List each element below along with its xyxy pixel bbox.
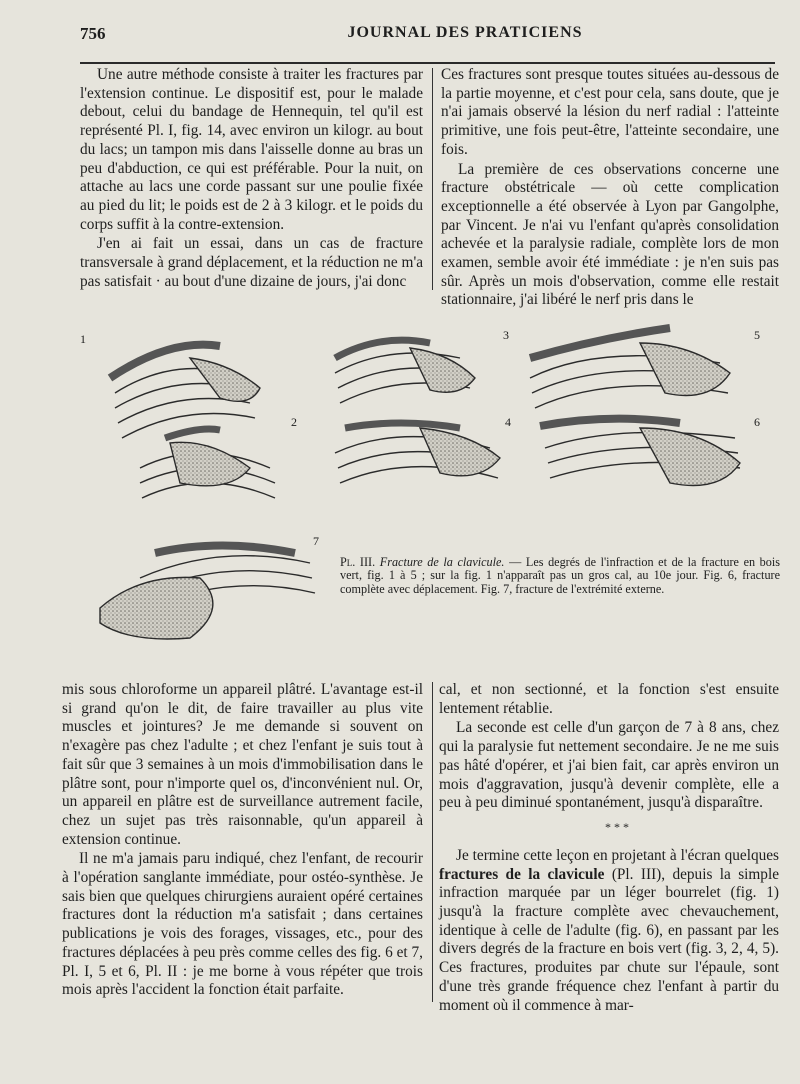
figure-number: 7 <box>313 534 319 548</box>
paragraph: Ces fractures sont presque toutes situées au-dessous de la partie moyenne, et c'est pour cela, sans doute, que je n'ai jamais observé la lésion du nerf radial : l'atteinte primitive, une fois peut-être, l'atteinte secondaire, une fois. <box>441 66 779 158</box>
bold-term: fractures de la clavicule <box>439 865 605 883</box>
paragraph: cal, et non sectionné, et la fonction s'est ensuite lentement rétablie. <box>439 681 779 717</box>
caption-text: — Les degrés de l'infraction et de la fracture en bois vert, fig. 1 à 5 ; sur la fig. 1 n'apparaît pas un gros cal, au 10e jour. Fig. 6, fracture complète avec déplacement. Fig. 7, fracture de l'extrémité externe. <box>340 555 780 596</box>
paragraph: J'en ai fait un essai, dans un cas de fracture transversale à grand déplacement, et la réduction ne m'a pas satisfait · au bout d'une dizaine de jours, j'ai donc <box>80 235 423 290</box>
figure-7-drawing <box>100 546 315 640</box>
bottom-left-column <box>62 681 423 1000</box>
figure-number: 2 <box>291 415 297 429</box>
section-stars: * * * <box>605 820 629 834</box>
figure-number: 6 <box>754 415 760 429</box>
figure-1-drawing <box>110 345 260 438</box>
figure-number: 3 <box>503 328 509 342</box>
header-rule <box>80 62 775 64</box>
paragraph: Une autre méthode consiste à traiter les fractures par l'extension continue. Le dispositif est, pour le malade debout, celui du bandage de Hennequin, tel qu'il est représenté Pl. I, fig. 14, avec environ un kilogr. au bout du lacs; un tampon mis dans l'aisselle donne au bras un peu d'abduction, ce qui est préférable. Pour la nuit, on attache au lacs une corde passant sur une poulie fixée au pied du lit; le poids est de 2 à 3 kilogr. et le poids du corps suffit à la contre-extension. <box>80 66 423 233</box>
clavicle-fracture-illustrations <box>80 318 780 676</box>
figure-number: 5 <box>754 328 760 342</box>
paragraph: La seconde est celle d'un garçon de 7 à 8 ans, chez qui la paralysie fut nettement secondaire. Je ne me suis pas hâté d'opérer, et j'ai bien fait, car après environ un mois d'aggravation, jusqu'à devenir complète, elle a peu à peu diminué spontanément, jusqu'à disparaître. <box>439 719 779 812</box>
figure-4-drawing <box>335 423 500 483</box>
figure-6-drawing <box>540 419 740 486</box>
text-run: Je termine cette leçon en projetant à l'écran quelques <box>456 846 779 864</box>
column-divider <box>432 682 433 1002</box>
column-divider <box>432 68 433 290</box>
figure-number: 1 <box>80 332 86 346</box>
top-right-column <box>441 66 779 310</box>
figure-number: 4 <box>505 415 511 429</box>
journal-title: JOURNAL DES PRATICIENS <box>347 24 583 41</box>
figure-caption <box>340 556 780 596</box>
figure-5-drawing <box>530 328 730 408</box>
figure-2-drawing <box>140 429 275 498</box>
caption-label: Pl. III. <box>340 555 376 569</box>
page-number: 756 <box>80 24 106 43</box>
text-run: (Pl. III), depuis la simple infraction marquée par un léger bourrelet (fig. 1) jusqu'à la fracture complète avec chevauchement, identique à celle de l'adulte (fig. 6), en passant par les divers degrés de la fracture en bois vert (fig. 3, 2, 4, 5). Ces fractures, produites par chute sur l'épaule, sont d'une très grande fréquence chez l'enfant à partir du moment où il commence à mar- <box>439 865 779 1014</box>
paragraph <box>439 847 779 1015</box>
running-header <box>0 18 800 48</box>
bottom-right-column <box>439 681 779 1015</box>
paragraph: Il ne m'a jamais paru indiqué, chez l'enfant, de recourir à l'opération sanglante immédiate, pour ostéo-synthèse. Je sais bien que quelques chirurgiens auraient opéré certaines fractures dont la réduction m'a satisfait ; dans certaines publications je vois des forages, vissages, etc., pour des fractures déplacées à peu près comme celles des fig. 6 et 7, Pl. I, 5 et 6, Pl. II : je me borne à vous répéter que trois mois après l'accident la fonction était parfaite. <box>62 850 423 999</box>
paragraph: La première de ces observations concerne une fracture obstétricale — où cette complication exceptionnelle a été observée à Lyon par Gangolphe, par Vincent. Je n'ai vu l'enfant qu'après consolidation achevée et la paralysie radiale, complète lors de mon examen, semble avoir été immédiate : je n'en suis pas sûr. Après un mois d'observation, comme elle restait stationnaire, j'ai libéré le nerf pris dans le <box>441 160 779 309</box>
caption-title: Fracture de la clavicule. <box>379 555 505 569</box>
figure-3-drawing <box>335 340 475 403</box>
top-left-column <box>80 66 423 291</box>
paragraph: mis sous chloroforme un appareil plâtré. L'avantage est-il si grand qu'on le dit, de faire travailler au plus vite muscles et jointures? Je me demande si souvent on n'exagère pas chez l'adulte ; et chez l'enfant je suis tout à fait sûr que 3 semaines à un mois d'immobilisation dans le plâtre sont, pour n'importe quel os, d'inconvénient nul. Or, un appareil en plâtre est de surveillance autrement facile, chez un sujet pas très raisonnable, qu'un appareil à extension continue. <box>62 681 423 848</box>
figure-plate <box>80 318 780 676</box>
